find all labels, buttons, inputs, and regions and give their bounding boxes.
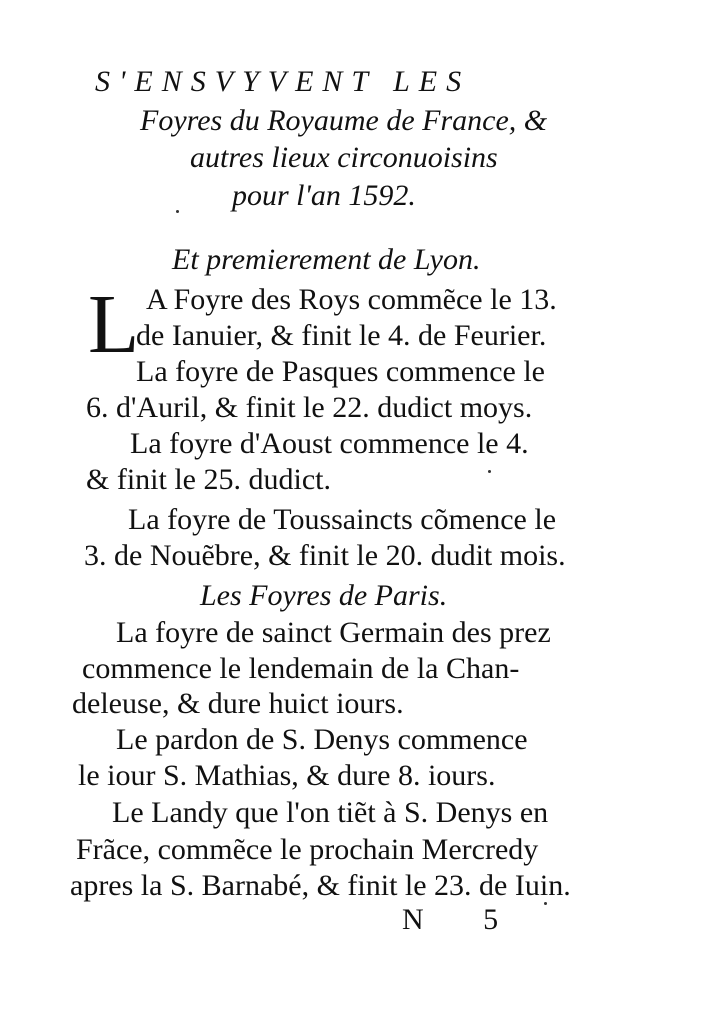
title-line-3: autres lieux circonuoisins — [190, 141, 498, 174]
paper-speck — [488, 470, 491, 473]
paris-line-2: commence le lendemain de la Chan- — [82, 652, 520, 685]
paris-line-8: apres la S. Barnabé, & finit le 23. de Iuin. — [70, 869, 571, 902]
lyon-line-6: & finit le 25. dudict. — [86, 463, 331, 496]
paper-speck — [544, 902, 547, 905]
paper-speck — [176, 210, 179, 213]
paris-line-1: La foyre de sainct Germain des prez — [116, 616, 551, 649]
paris-line-3: deleuse, & dure huict iours. — [72, 687, 404, 720]
paris-line-6: Le Landy que l'on tiẽt à S. Denys en — [112, 796, 549, 829]
lyon-line-5: La foyre d'Aoust commence le 4. — [130, 427, 529, 460]
lyon-line-4: 6. d'Auril, & finit le 22. dudict moys. — [86, 391, 533, 424]
paris-line-7: Frãce, commẽce le prochain Mercredy — [76, 833, 539, 866]
title-line-2: Foyres du Royaume de France, & — [140, 104, 548, 137]
section-heading-paris: Les Foyres de Paris. — [200, 579, 448, 612]
lyon-line-2: de Ianuier, & finit le 4. de Feurier. — [136, 319, 547, 352]
lyon-line-1: A Foyre des Roys commẽce le 13. — [146, 283, 557, 316]
paris-line-4: Le pardon de S. Denys commence — [116, 723, 528, 756]
lyon-line-3: La foyre de Pasques commence le — [136, 355, 545, 388]
lyon-line-7: La foyre de Toussaincts cõmence le — [128, 503, 557, 536]
drop-cap: L — [88, 278, 140, 371]
paris-line-5: le iour S. Mathias, & dure 8. iours. — [78, 759, 496, 792]
title-line-4: pour l'an 1592. — [232, 179, 416, 212]
lyon-line-8: 3. de Nouẽbre, & finit le 20. dudit mois. — [84, 539, 566, 572]
signature-mark: N 5 — [402, 903, 525, 936]
title-line-1: S'ENSVYVENT LES — [95, 65, 471, 98]
section-heading-lyon: Et premierement de Lyon. — [172, 243, 481, 276]
